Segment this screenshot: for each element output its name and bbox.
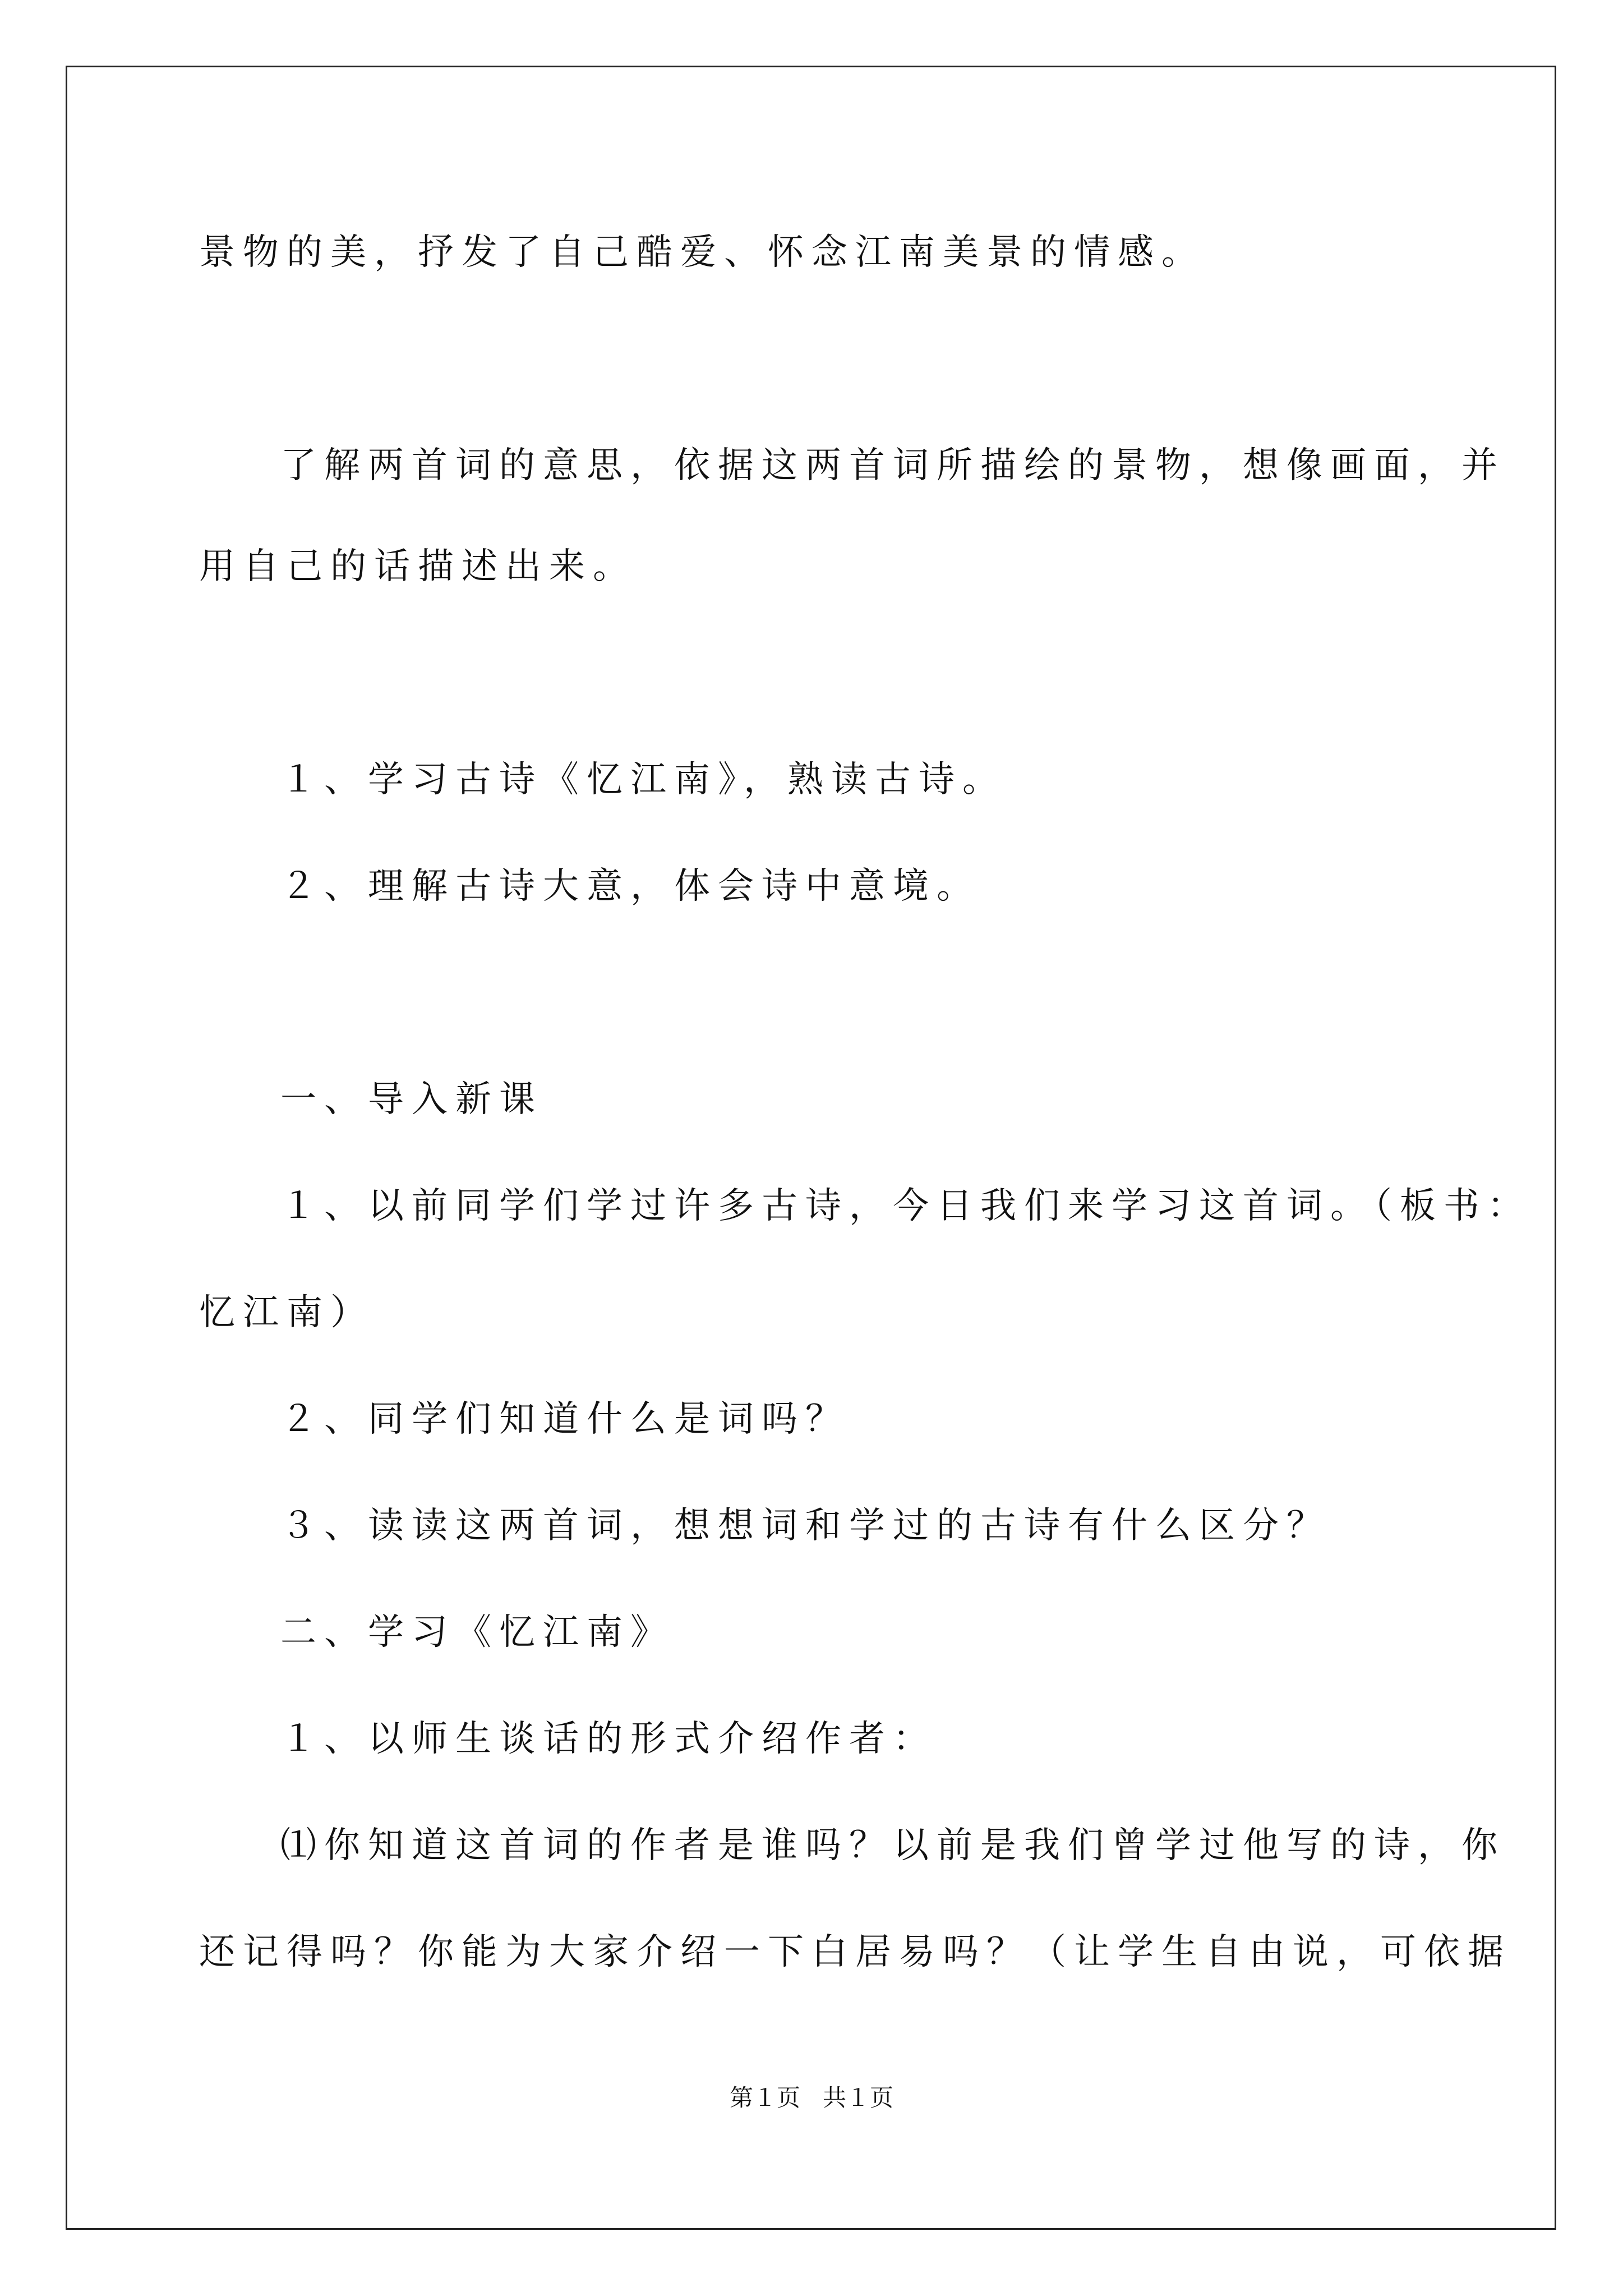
text-line-13: ⑴你知道这首词的作者是谁吗？以前是我们曾学过他写的诗，你 [280, 1825, 1505, 1866]
text-line-12: １、以师生谈话的形式介绍作者： [280, 1718, 937, 1760]
page-footer: 第１页 共１页 [729, 2084, 894, 2111]
section-heading-study: 二、学习《忆江南》 [280, 1612, 674, 1653]
text-line-7: １、以前同学们学过许多古诗，今日我们来学习这首词。（板书： [280, 1185, 1531, 1227]
text-line-4: １、学习古诗《忆江南》，熟读古诗。 [280, 759, 1006, 800]
text-line-3: 用自己的话描述出来。 [199, 546, 637, 587]
text-line-9: ２、同学们知道什么是词吗？ [280, 1398, 849, 1440]
page-border [66, 66, 1556, 2230]
text-line-2: 了解两首词的意思，依据这两首词所描绘的景物，想像画面，并 [280, 445, 1505, 486]
section-heading-intro: 一、导入新课 [280, 1079, 543, 1120]
text-line-10: ３、读读这两首词，想想词和学过的古诗有什么区分？ [280, 1505, 1330, 1547]
text-line-1: 景物的美，抒发了自己酷爱、怀念江南美景的情感。 [199, 232, 1205, 273]
text-line-5: ２、理解古诗大意，体会诗中意境。 [280, 866, 980, 907]
text-line-14: 还记得吗？你能为大家介绍一下白居易吗？（让学生自由说，可依据 [199, 1931, 1511, 1973]
text-line-8: 忆江南） [199, 1292, 374, 1333]
